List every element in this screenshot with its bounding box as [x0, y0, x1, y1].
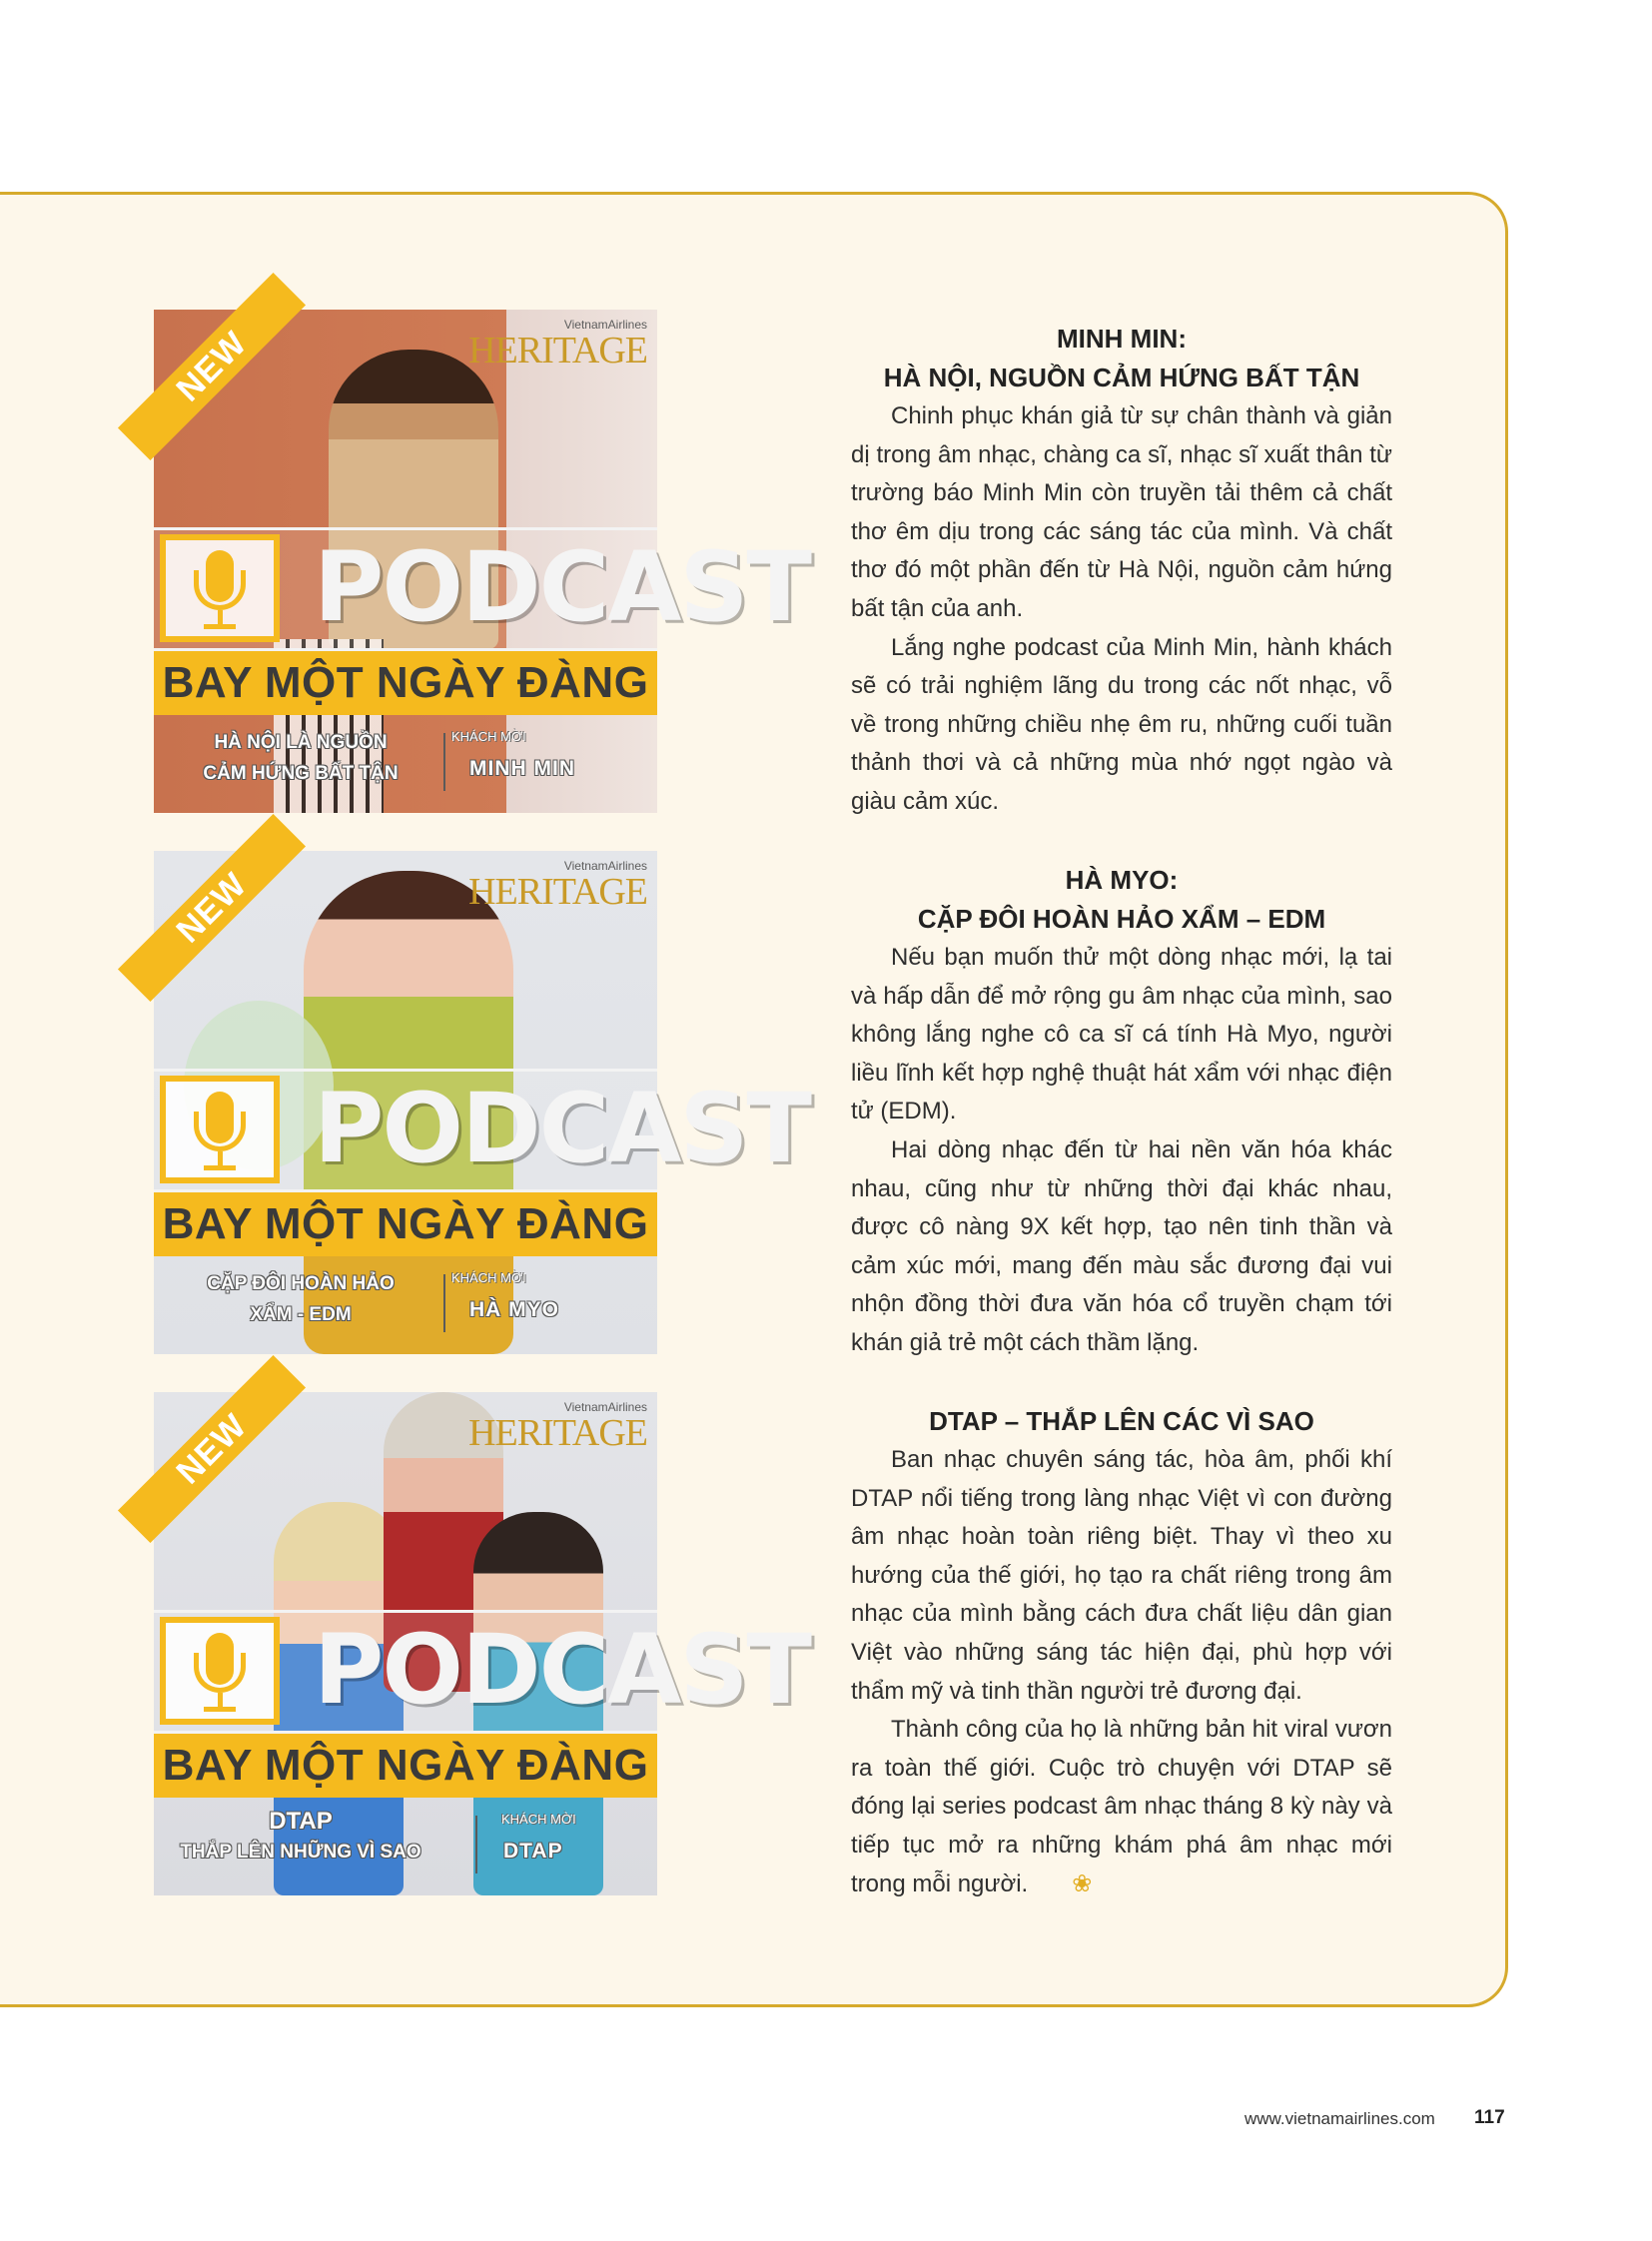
article-heading-line1: DTAP – THẮP LÊN CÁC VÌ SAO [929, 1406, 1314, 1436]
podcast-band [154, 1069, 811, 1192]
brand-logo [468, 859, 647, 911]
series-name: HERITAGE [468, 1412, 647, 1454]
guest-name: DTAP [503, 1840, 563, 1863]
episode-subtitle [166, 727, 435, 789]
show-title: BAY MỘT NGÀY ĐÀNG [154, 1192, 657, 1256]
article-heading-line2: HÀ NỘI, NGUỒN CẢM HỨNG BẤT TẬN [883, 363, 1360, 392]
episode-subtitle-line1: HÀ NỘI LÀ NGUỒN [214, 732, 388, 753]
page-number: 117 [1474, 2107, 1505, 2128]
podcast-band [154, 527, 811, 651]
podcast-card-ha-myo [154, 851, 811, 1354]
article-heading-line1: MINH MIN: [1057, 324, 1187, 354]
episode-subtitle-line2: XẨM - EDM [250, 1304, 352, 1325]
new-ribbon: NEW [118, 273, 306, 460]
new-ribbon: NEW [118, 814, 306, 1002]
article-dtap [851, 1402, 1392, 1903]
episode-subtitle-line2: CẢM HỨNG BẤT TẬN [203, 763, 399, 784]
article-paragraph: Nếu bạn muốn thử một dòng nhạc mới, lạ tai và hấp dẫn để mở rộng gu âm nhạc của mình, sao không lắng nghe cô ca sĩ cá tính Hà Myo, người liều lĩnh kết hợp nghệ thuật hát xẩm với nhạc điện tử (EDM). [851, 944, 1392, 1125]
article-paragraph: Lắng nghe podcast của Minh Min, hành khách sẽ có trải nghiệm lãng du trong các nốt nhạc, vỗ về trong những chiều nhẹ êm ru, những cuối tuần thảnh thơi và cả những mùa nhớ ngọt ngào và giàu cảm xúc. [851, 633, 1392, 815]
airline-name: VietnamAirlines [563, 859, 647, 873]
episode-subtitle-line1: CẶP ĐÔI HOÀN HẢO [207, 1273, 395, 1294]
podcast-card-dtap [154, 1392, 811, 1895]
article-paragraph-text: Thành công của họ là những bản hit viral vươn ra toàn thế giới. Cuộc trò chuyện với DTAP sẽ đóng lại series podcast âm nhạc tháng 8 kỳ này và tiếp tục mở ra những khám phá âm nhạc mới trong mỗi người. [851, 1716, 1392, 1897]
lotus-icon: ❀ [1072, 1869, 1093, 1897]
microphone-icon [160, 1076, 280, 1183]
podcast-word: PODCAST [314, 531, 811, 643]
divider [443, 1274, 445, 1332]
show-title: BAY MỘT NGÀY ĐÀNG [154, 1734, 657, 1798]
podcast-word: PODCAST [314, 1073, 811, 1184]
guest-label: KHÁCH MỜI [451, 729, 526, 744]
podcast-card-minh-min [154, 310, 811, 813]
article-heading [851, 1402, 1392, 1441]
guest-name: MINH MIN [469, 757, 575, 780]
series-name: HERITAGE [468, 871, 647, 913]
article-ha-myo [851, 861, 1392, 1363]
airline-name: VietnamAirlines [563, 318, 647, 332]
microphone-icon [160, 1617, 280, 1725]
new-ribbon: NEW [118, 1355, 306, 1543]
guest-label: KHÁCH MỜI [451, 1270, 526, 1285]
episode-subtitle-line2: THẮP LÊN NHỮNG VÌ SAO [180, 1842, 421, 1863]
podcast-word: PODCAST [314, 1614, 811, 1726]
episode-subtitle-line1: DTAP [269, 1808, 333, 1835]
article-paragraph: Chinh phục khán giả từ sự chân thành và giản dị trong âm nhạc, chàng ca sĩ, nhạc sĩ xuất thân từ trường báo Minh Min còn truyền tải thêm cả chất thơ êm dịu trong các sáng tác của mình. Và chất thơ đó một phần đến từ Hà Nội, nguồn cảm hứng bất tận của anh. [851, 402, 1392, 622]
show-title: BAY MỘT NGÀY ĐÀNG [154, 651, 657, 715]
podcast-band [154, 1610, 811, 1734]
series-name: HERITAGE [468, 330, 647, 372]
divider [475, 1816, 477, 1873]
episode-subtitle [166, 1268, 435, 1330]
brand-logo [468, 318, 647, 370]
microphone-icon [160, 534, 280, 642]
divider [443, 733, 445, 791]
episode-subtitle [166, 1806, 435, 1868]
article-heading [851, 320, 1392, 397]
article-paragraph: Ban nhạc chuyên sáng tác, hòa âm, phối khí DTAP nổi tiếng trong làng nhạc Việt vì con đường âm nhạc hoàn toàn riêng biệt. Thay vì theo xu hướng của thế giới, họ tạo ra chất riêng trong âm nhạc của mình bằng cách đưa chất liệu dân gian Việt vào những sáng tác hiện đại, phù hợp với thẩm mỹ và tinh thần người trẻ đương đại. [851, 1446, 1392, 1705]
brand-logo [468, 1400, 647, 1452]
article-heading-line1: HÀ MYO: [1065, 865, 1179, 895]
article-minh-min [851, 320, 1392, 822]
airline-name: VietnamAirlines [563, 1400, 647, 1414]
footer-url: www.vietnamairlines.com [1244, 2109, 1435, 2128]
guest-label: KHÁCH MỜI [501, 1812, 576, 1827]
guest-name: HÀ MYO [469, 1298, 559, 1321]
article-heading [851, 861, 1392, 939]
article-paragraph: Hai dòng nhạc đến từ hai nền văn hóa khác nhau, cũng như từ những thời đại khác nhau, được cô nàng 9X kết hợp, tạo nên tinh thần và cảm xúc mới, mang đến màu sắc đương đại vui nhộn đồng thời đưa văn hóa cổ truyền chạm tới khán giả trẻ một cách thầm lặng. [851, 1135, 1392, 1356]
article-paragraph [851, 1711, 1392, 1903]
article-heading-line2: CẶP ĐÔI HOÀN HẢO XẨM – EDM [917, 904, 1326, 934]
